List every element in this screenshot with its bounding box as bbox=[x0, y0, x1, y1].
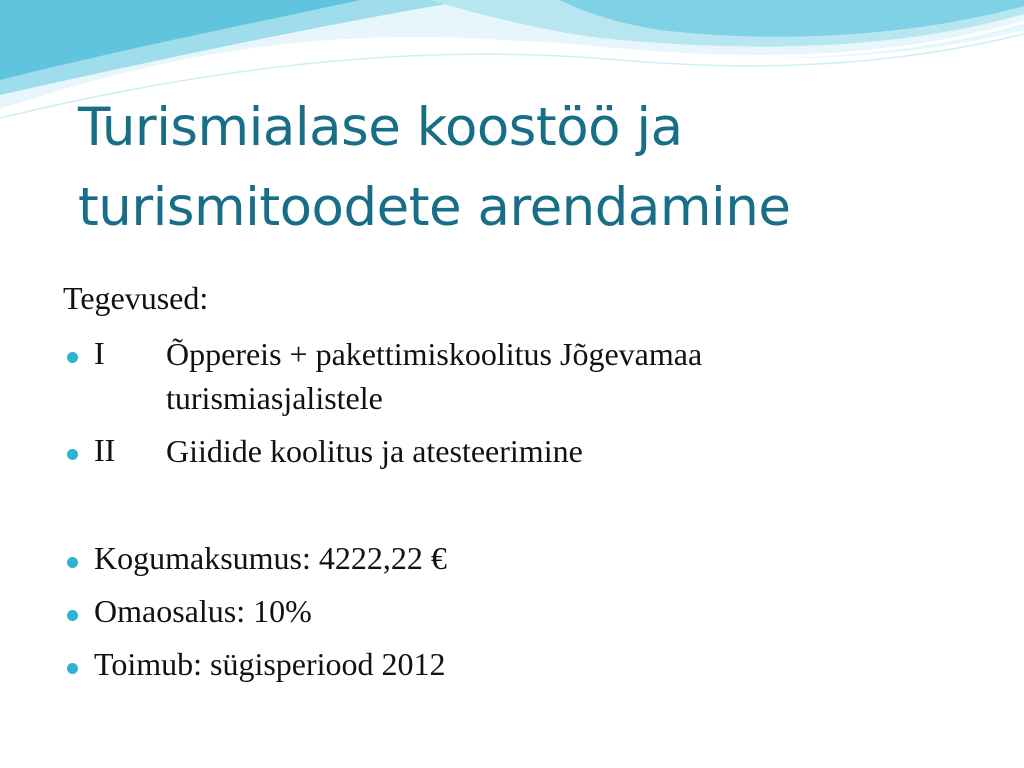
activity-text: Õppereis + pakettimiskoolitus Jõgevamaa turismiasjalistele bbox=[166, 336, 703, 416]
bullet-icon bbox=[67, 449, 78, 460]
title-line-2: turismitoodete arendamine bbox=[78, 177, 791, 238]
activity-number: II bbox=[94, 432, 116, 468]
title-line-1: Turismialase koostöö ja bbox=[78, 97, 683, 158]
fact-text: Omaosalus: 10% bbox=[94, 593, 312, 629]
slide-title bbox=[78, 88, 998, 248]
fact-text: Toimub: sügisperiood 2012 bbox=[94, 646, 446, 682]
bullet-icon bbox=[67, 352, 78, 363]
fact-text: Kogumaksumus: 4222,22 € bbox=[94, 540, 447, 576]
activity-text: Giidide koolitus ja atesteerimine bbox=[166, 433, 583, 469]
intro-label: Tegevused: bbox=[63, 280, 209, 316]
bullet-icon bbox=[67, 610, 78, 621]
bullet-icon bbox=[67, 557, 78, 568]
bullet-icon bbox=[67, 663, 78, 674]
activity-number: I bbox=[94, 335, 105, 371]
